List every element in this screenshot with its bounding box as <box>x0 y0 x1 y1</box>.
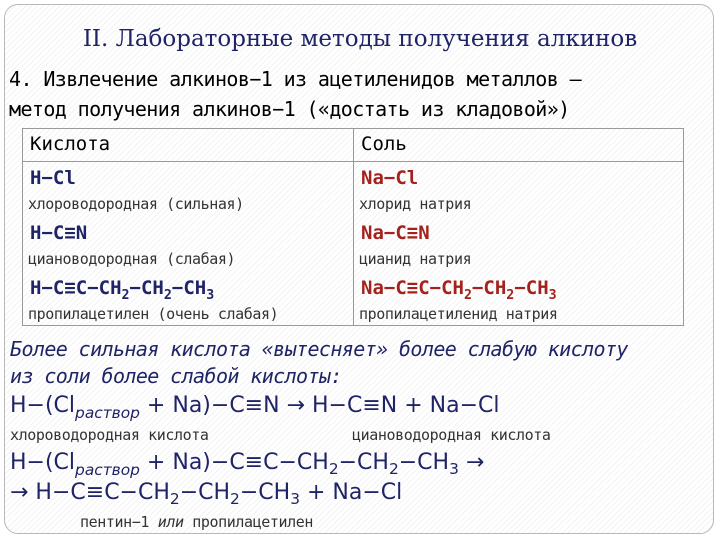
label-pentyne: пентин−1 или пропилацетилен <box>80 513 314 531</box>
salt-formula-nacl: Na−Cl <box>361 167 419 189</box>
acid-salt-table <box>22 128 684 326</box>
table-column-divider <box>353 129 354 325</box>
acid-name-hcn: циановодородная (слабая) <box>28 250 236 268</box>
table-header-salt: Соль <box>361 133 407 155</box>
salt-name-nacn: цианид натрия <box>359 250 472 268</box>
acid-formula-hcn: H−C≡N <box>30 222 88 244</box>
intro-line-2: метод получения алкинов−1 («достать из кладовой») <box>9 97 570 121</box>
intro-text <box>9 64 581 124</box>
acid-formula-hcl: H−Cl <box>30 167 76 189</box>
label-hydrocyanic-acid: циановодородная кислота <box>352 426 551 444</box>
label-hydrochloric-acid: хлороводородная кислота <box>10 426 209 444</box>
acid-name-pentyne: пропилацетилен (очень слабая) <box>28 305 279 323</box>
rule-line-1: Более сильная кислота «вытесняет» более слабую кислоту <box>10 337 628 361</box>
slide-title: II. Лабораторные методы получения алкинов <box>82 26 638 52</box>
rule-line-2: из соли более слабой кислоты: <box>10 364 342 388</box>
salt-formula-sodium-pentynide: $Na-C\equiv C-CH_2-CH_2-CH_3$ <box>361 277 557 303</box>
intro-line-1: 4. Извлечение алкинов−1 из ацетиленидов металлов – <box>9 67 582 91</box>
equation-3: → $H-C\equiv C-CH_2-CH_2-CH_3 + Na-Cl$ <box>10 480 403 508</box>
acid-formula-pentyne: $H-C\equiv C-CH_2-CH_2-CH_3$ <box>30 277 215 303</box>
salt-name-nacl: хлорид натрия <box>359 195 472 213</box>
salt-name-sodium-pentynide: пропилацетиленид натрия <box>359 305 558 323</box>
equation-1: $H-(Cl_{раствор} + Na)-C\equiv N \to H-C\equiv N + Na-Cl$ <box>10 393 500 422</box>
acid-name-hcl: хлороводородная (сильная) <box>28 195 244 213</box>
equation-2: $H-(Cl_{раствор} + Na)-C\equiv C-CH_2-CH_2-CH_3$ → <box>10 450 485 479</box>
table-header-divider <box>23 161 683 162</box>
rule-statement <box>10 336 628 390</box>
salt-formula-nacn: Na−C≡N <box>361 222 430 244</box>
table-header-acid: Кислота <box>30 133 111 155</box>
